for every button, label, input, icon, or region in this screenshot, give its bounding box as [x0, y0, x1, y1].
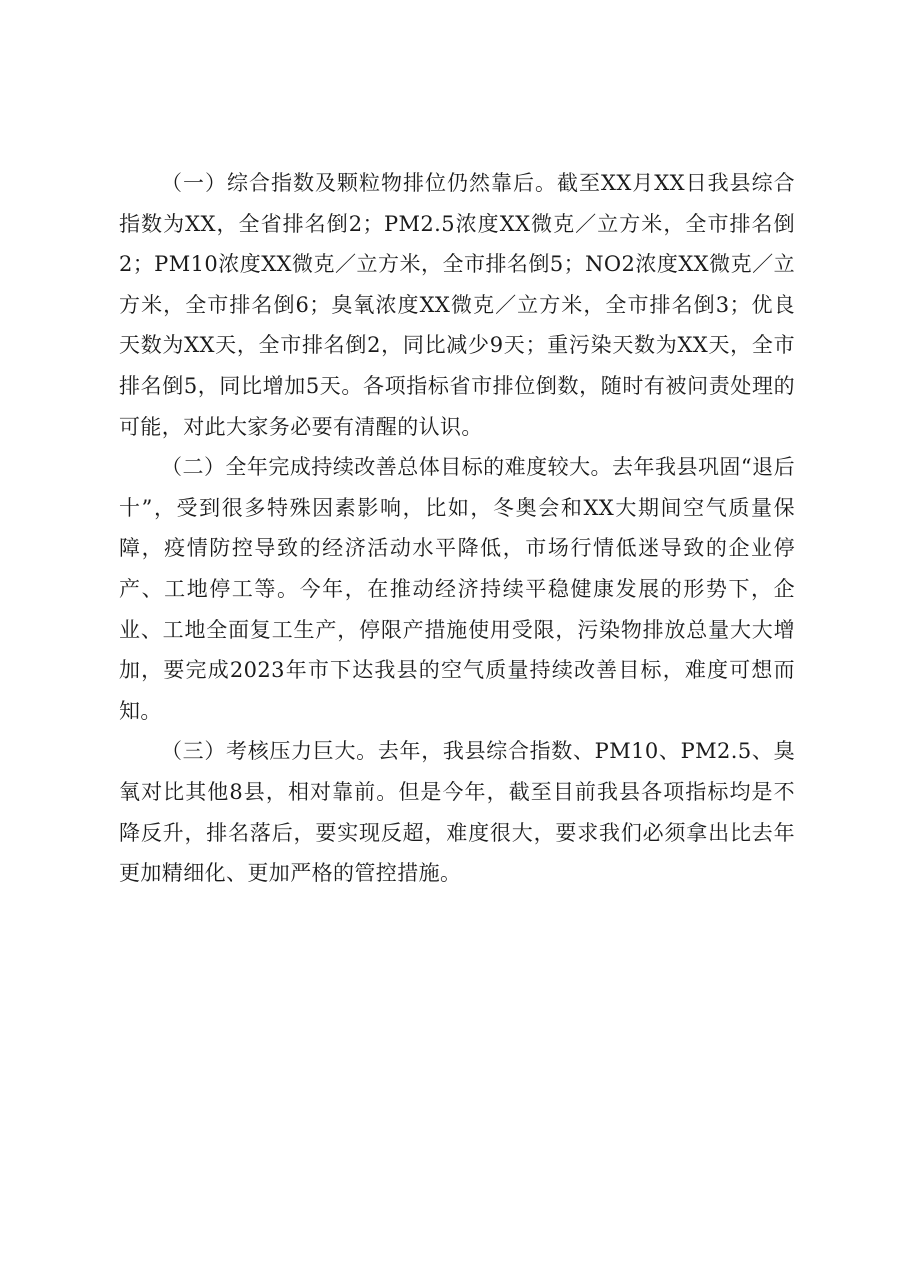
- paragraph-overall-index-ranking: （一）综合指数及颗粒物排位仍然靠后。截至XX月XX日我县综合指数为XX，全省排名倒2；PM2.5浓度XX微克／立方米，全市排名倒2；PM10浓度XX微克／立方米，全市排名倒5；NO2浓度XX微克／立方米，全市排名倒6；臭氧浓度XX微克／立方米，全市排名倒3；优良天数为XX天，全市排名倒2，同比减少9天；重污染天数为XX天，全市排名倒5，同比增加5天。各项指标省市排位倒数，随时有被问责处理的可能，对此大家务必要有清醒的认识。: [119, 171, 795, 439]
- document-body: [119, 163, 795, 894]
- paragraph-assessment-pressure: （三）考核压力巨大。去年，我县综合指数、PM10、PM2.5、臭氧对比其他8县，相对靠前。但是今年，截至目前我县各项指标均是不降反升，排名落后，要实现反超，难度很大，要求我们必须拿出比去年更加精细化、更加严格的管控措施。: [119, 739, 795, 886]
- paragraph-annual-target-difficulty: （二）全年完成持续改善总体目标的难度较大。去年我县巩固“退后十”，受到很多特殊因素影响，比如，冬奥会和XX大期间空气质量保障，疫情防控导致的经济活动水平降低，市场行情低迷导致的企业停产、工地停工等。今年，在推动经济持续平稳健康发展的形势下，企业、工地全面复工生产，停限产措施使用受限，污染物排放总量大大增加，要完成2023年市下达我县的空气质量持续改善目标，难度可想而知。: [119, 455, 795, 723]
